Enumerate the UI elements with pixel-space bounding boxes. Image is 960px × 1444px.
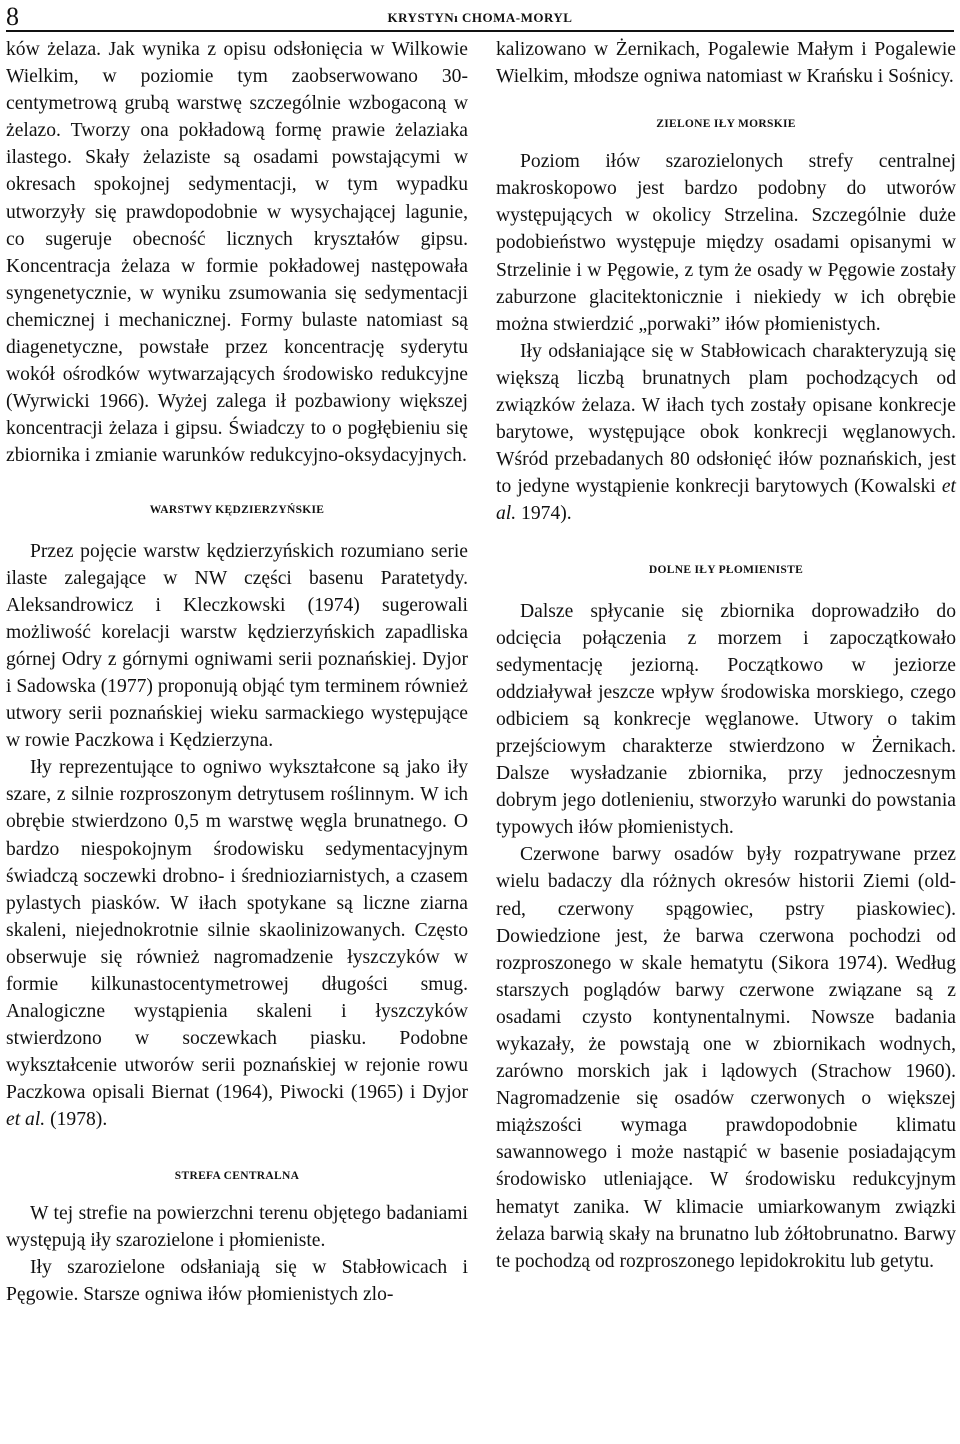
paragraph: W tej strefie na powierzchni terenu objętego badaniami występują iły szarozielone i płomieniste. <box>6 1202 468 1251</box>
section-heading-warstwy: WARSTWY KĘDZIERZYŃSKIE <box>149 503 325 516</box>
paragraph: ków żelaza. Jak wynika z opisu odsłonięcia w Wilkowie Wielkim, w poziomie tym zaobserwowano 30-centymetrową grubą warstwę szczególnie wzbogaconą w żelazo. Tworzy ona pokładową formę prawie żelaziaka ilastego. Skały żelaziste są osadami powstającymi w okresach spokojnej sedymentacji, w tym wypadku utworzyły się prawdopodobnie w wysychającej lagunie, co sugeruje obecność licznych kryształów gipsu. Koncentracja żelaza w formie pokładowej następowała syngenetycznie, w wyniku zsumowania się sedymentacji chemicznej i mechanicznej. Formy bulaste natomiast są diagenetyczne, powstałe przez koncentrację syderytu wokół ośrodków wytwarzających środowisko redukcyjne (Wyrwicki 1966). Wyżej zalega ił pozbawiony większej koncentracji żelaza i gipsu. Świadczy to o pogłębieniu się zbiornika i zmianie warunków redukcyjno-oksydacyjnych. <box>6 39 468 467</box>
paragraph-text: 1974). <box>521 503 572 525</box>
et-al: et al. <box>6 1109 46 1131</box>
left-column <box>6 36 468 1308</box>
et-al: et al. <box>496 476 956 525</box>
section-heading-zielone: ZIELONE IŁY MORSKIE <box>656 118 796 131</box>
paragraph: Przez pojęcie warstw kędzierzyńskich rozumiano serie ilaste zalegające w NW części basenu Paratetydy. Aleksandrowicz i Kleczkowski (1974) sugerowali możliwość korelacji warstw kędzierzyńskich zapadliska górnej Odry z górnymi ogniwami serii poznańskiej. Dyjor i Sadowska (1977) proponują objąć tym terminem również utwory serii poznańskiej wieku sarmackiego występujące w rowie Paczkowa i Kędzierzyna. <box>6 540 468 752</box>
paragraph <box>6 754 468 1133</box>
page-header <box>6 4 954 32</box>
paragraph-text: (1978). <box>50 1109 108 1131</box>
section-heading-strefa: STREFA CENTRALNA <box>174 1169 300 1182</box>
right-column <box>496 36 956 1275</box>
paragraph: Czerwone barwy osadów były rozpatrywane przez wielu badaczy dla różnych okresów historii Ziemi (old-red, czerwony spągowiec, pstry piaskowiec). Dowiedzione jest, że barwa czerwona pochodzi od rozproszonego w skale hematytu (Sikora 1974). Według starszych poglądów barwy czerwone związane są z osadami czysto kontynentalnymi. Nowsze badania wykazały, że powstają one w zbiornikach wodnych, zarówno morskich jak i lądowych (Strachow 1960). Nagromadzenie się osadów czerwonych o większej miąższości wymaga prawdopodobnie klimatu sawannowego i może nastąpić w basenie posiadającym środowisko utleniające. W środowisku redukcyjnym hematyt zanika. W klimacie umiarkowanym związki żelaza barwią skały na brunatno lub żółtobrunatno. Barwy te pochodzą od rozproszonego lepidokrokitu lub getytu. <box>496 844 956 1272</box>
paragraph-text: Iły reprezentujące to ogniwo wykształcone są jako iły szare, z silnie rozproszonym detrytusem roślinnym. W ich obrębie stwierdzono 0,5 m warstwę węgla brunatnego. O bardzo niespokojnym środowisku sedymentacyjnym świadczą soczewki drobno- i średnioziarnistych, a czasem pylastych piasków. W iłach spotykane są liczne ziarna skaleni, niejednokrotnie silnie skaolinizowanych. Często obserwuje się również nagromadzenie łyszczyków w formie kilkunastocentymetrowej długości smug. Analogiczne wystąpienia skaleni i łyszczyków stwierdzono w soczewkach piasku. Podobne wykształcenie utworów serii poznańskiej w rejonie rowu Paczkowa opisali Biernat (1964), Piwocki (1965) i Dyjor <box>6 757 468 1104</box>
section-heading-dolne: DOLNE IŁY PŁOMIENISTE <box>648 563 804 576</box>
paragraph: Poziom iłów szarozielonych strefy centralnej makroskopowo jest bardzo podobny do utworów występujących w okolicy Strzelina. Szczególnie duże podobieństwo występuje między osadami opisanymi w Strzelinie i w Pęgowie, z tym że osady w Pęgowie zostały zaburzone glacitektonicznie i niekiedy w ich obrębie można stwierdzić „porwaki” iłów płomienistych. <box>496 151 956 335</box>
paragraph: Iły szarozielone odsłaniają się w Stabłowicach i Pęgowie. Starsze ogniwa iłów płomienistych zlo- <box>6 1256 468 1305</box>
paragraph: kalizowano w Żernikach, Pogalewie Małym i Pogalewie Wielkim, młodsze ogniwa natomiast w Krańsku i Sośnicy. <box>496 39 956 88</box>
paragraph <box>496 338 956 528</box>
page-number: 8 <box>6 2 19 31</box>
paragraph-text: Iły odsłaniające się w Stabłowicach charakteryzują się większą liczbą brunatnych plam pochodzących od związków żelaza. W iłach tych zostały opisane konkrecje barytowe, występujące obok konkrecji węglanowych. Wśród przebadanych 80 odsłonięć iłów poznańskich, jest to jedyne wystąpienie konkrecji barytowych (Kowalski <box>496 340 956 498</box>
running-head: KRYSTYNı CHOMA-MORYL <box>387 10 573 25</box>
paragraph: Dalsze spłycanie się zbiornika doprowadziło do odcięcia połączenia z morzem i zapoczątkowało sedymentację jeziorną. Początkowo w jeziorze oddziaływał jeszcze wpływ środowiska morskiego, czego odbiciem są konkrecje węglanowe. Utwory o takim przejściowym charakterze stwierdzono w Żernikach. Dalsze wysładzanie zbiornika, przy jednoczesnym dobrym jego dotlenieniu, stworzyło warunki do powstania typowych iłów płomienistych. <box>496 600 956 839</box>
